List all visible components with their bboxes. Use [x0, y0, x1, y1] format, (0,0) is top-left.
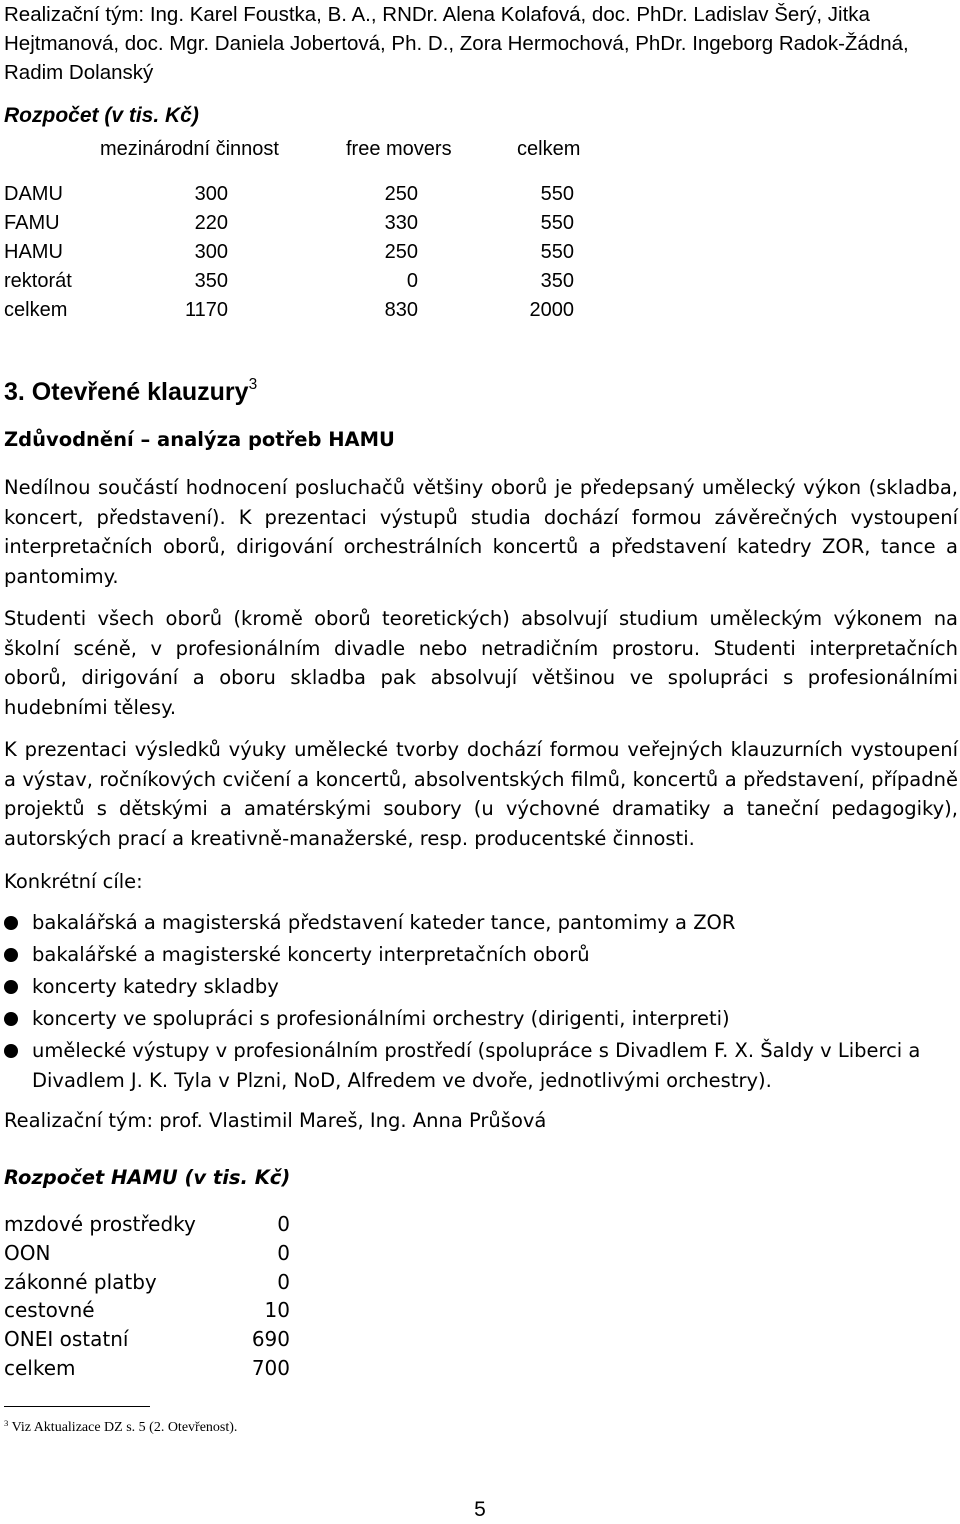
cell-value: 330 — [384, 212, 418, 234]
list-item: koncerty katedry skladby — [4, 972, 960, 1002]
goals-list — [4, 908, 960, 1098]
cell-value: 0 — [277, 1241, 290, 1265]
row-label: zákonné platby — [4, 1270, 157, 1294]
cell-value: 690 — [251, 1327, 290, 1351]
row-label: HAMU — [4, 241, 63, 263]
realization-team: Realizační tým: prof. Vlastimil Mareš, Ing. Anna Průšová — [4, 1109, 547, 1132]
cell-value: 350 — [194, 270, 228, 292]
row-label: DAMU — [4, 183, 63, 205]
cell-value: 300 — [194, 241, 228, 263]
cell-value: 300 — [194, 183, 228, 205]
budget-col-header: mezinárodní činnost — [100, 138, 279, 160]
cell-value: 550 — [540, 241, 574, 263]
paragraph: Nedílnou součástí hodnocení posluchačů většiny oborů je předepsaný umělecký výkon (skladba, koncert, představení). K prezentaci výstupů studia dochází formou závěrečných vystoupení interpretačních oborů, dirigování orchestrálních koncertů a představení katedry ZOR, tance a pantomimy. — [4, 476, 958, 588]
cell-value: 10 — [264, 1298, 290, 1322]
cell-value: 830 — [384, 299, 418, 321]
section-subheading: Zdůvodnění – analýza potřeb HAMU — [4, 428, 395, 451]
cell-value: 250 — [384, 183, 418, 205]
budget-col-header: free movers — [346, 138, 452, 160]
budget-col-header: celkem — [517, 138, 581, 160]
cell-value: 0 — [277, 1270, 290, 1294]
page-number: 5 — [474, 1498, 486, 1521]
cell-value: 350 — [540, 270, 574, 292]
footnote-text: Viz Aktualizace DZ s. 5 (2. Otevřenost). — [11, 1420, 238, 1435]
footnote-number: 3 — [4, 1418, 9, 1428]
paragraph: K prezentaci výsledků výuky umělecké tvorby dochází formou veřejných klauzurních vystoupení a výstav, ročníkových cvičení a koncertů, absolventských filmů, koncertů a představení, případně projektů s dětskými a amatérskými soubory (u výchovné dramatiky a taneční pedagogiky), autorských prací a kreativně-manažerské, resp. producentské činnosti. — [4, 738, 958, 850]
footnote-ref: 3 — [248, 376, 258, 393]
cell-value: 220 — [194, 212, 228, 234]
section-heading — [4, 378, 257, 407]
footnote — [4, 1420, 237, 1436]
goals-label: Konkrétní cíle: — [4, 870, 143, 893]
list-item: bakalářská a magisterská představení kateder tance, pantomimy a ZOR — [4, 908, 960, 938]
budget-hamu-title: Rozpočet HAMU (v tis. Kč) — [4, 1166, 291, 1189]
cell-value: 0 — [406, 270, 418, 292]
list-item: umělecké výstupy v profesionálním prostředí (spolupráce s Divadlem F. X. Šaldy v Liberci a Divadlem J. K. Tyla v Plzni, NoD, Alfredem ve dvoře, jednotlivými orchestry). — [4, 1036, 960, 1095]
cell-value: 2000 — [529, 299, 574, 321]
row-label: FAMU — [4, 212, 60, 234]
section-heading-text: 3. Otevřené klauzury — [4, 378, 249, 406]
row-label: mzdové prostředky — [4, 1212, 196, 1236]
row-label: OON — [4, 1241, 51, 1265]
footnote-divider — [4, 1406, 150, 1407]
cell-value: 550 — [540, 212, 574, 234]
cell-value: 700 — [251, 1356, 290, 1380]
row-label: rektorát — [4, 270, 72, 292]
row-label: ONEI ostatní — [4, 1327, 129, 1351]
cell-value: 250 — [384, 241, 418, 263]
list-item: bakalářské a magisterské koncerty interpretačních oborů — [4, 940, 960, 970]
cell-value: 1170 — [184, 299, 228, 321]
list-item: koncerty ve spolupráci s profesionálními orchestry (dirigenti, interpreti) — [4, 1004, 960, 1034]
realization-team-top: Realizační tým: Ing. Karel Foustka, B. A., RNDr. Alena Kolafová, doc. PhDr. Ladislav Šerý, Jitka Hejtmanová, doc. Mgr. Daniela Jobertová, Ph. D., Zora Hermochová, PhDr. Ingeborg Radok-Žádná, Radim Dolanský — [4, 3, 909, 84]
budget-title: Rozpočet (v tis. Kč) — [4, 104, 199, 127]
row-label: cestovné — [4, 1298, 95, 1322]
row-label: celkem — [4, 1356, 76, 1380]
paragraph: Studenti všech oborů (kromě oborů teoretických) absolvují studium uměleckým výkonem na školní scéně, v profesionálním divadle nebo netradičním prostoru. Studenti interpretačních oborů, dirigování a oboru skladba pak absolvují většinou ve spolupráci s profesionálními hudebními tělesy. — [4, 607, 958, 719]
row-label: celkem — [4, 299, 68, 321]
cell-value: 550 — [540, 183, 574, 205]
cell-value: 0 — [277, 1212, 290, 1236]
